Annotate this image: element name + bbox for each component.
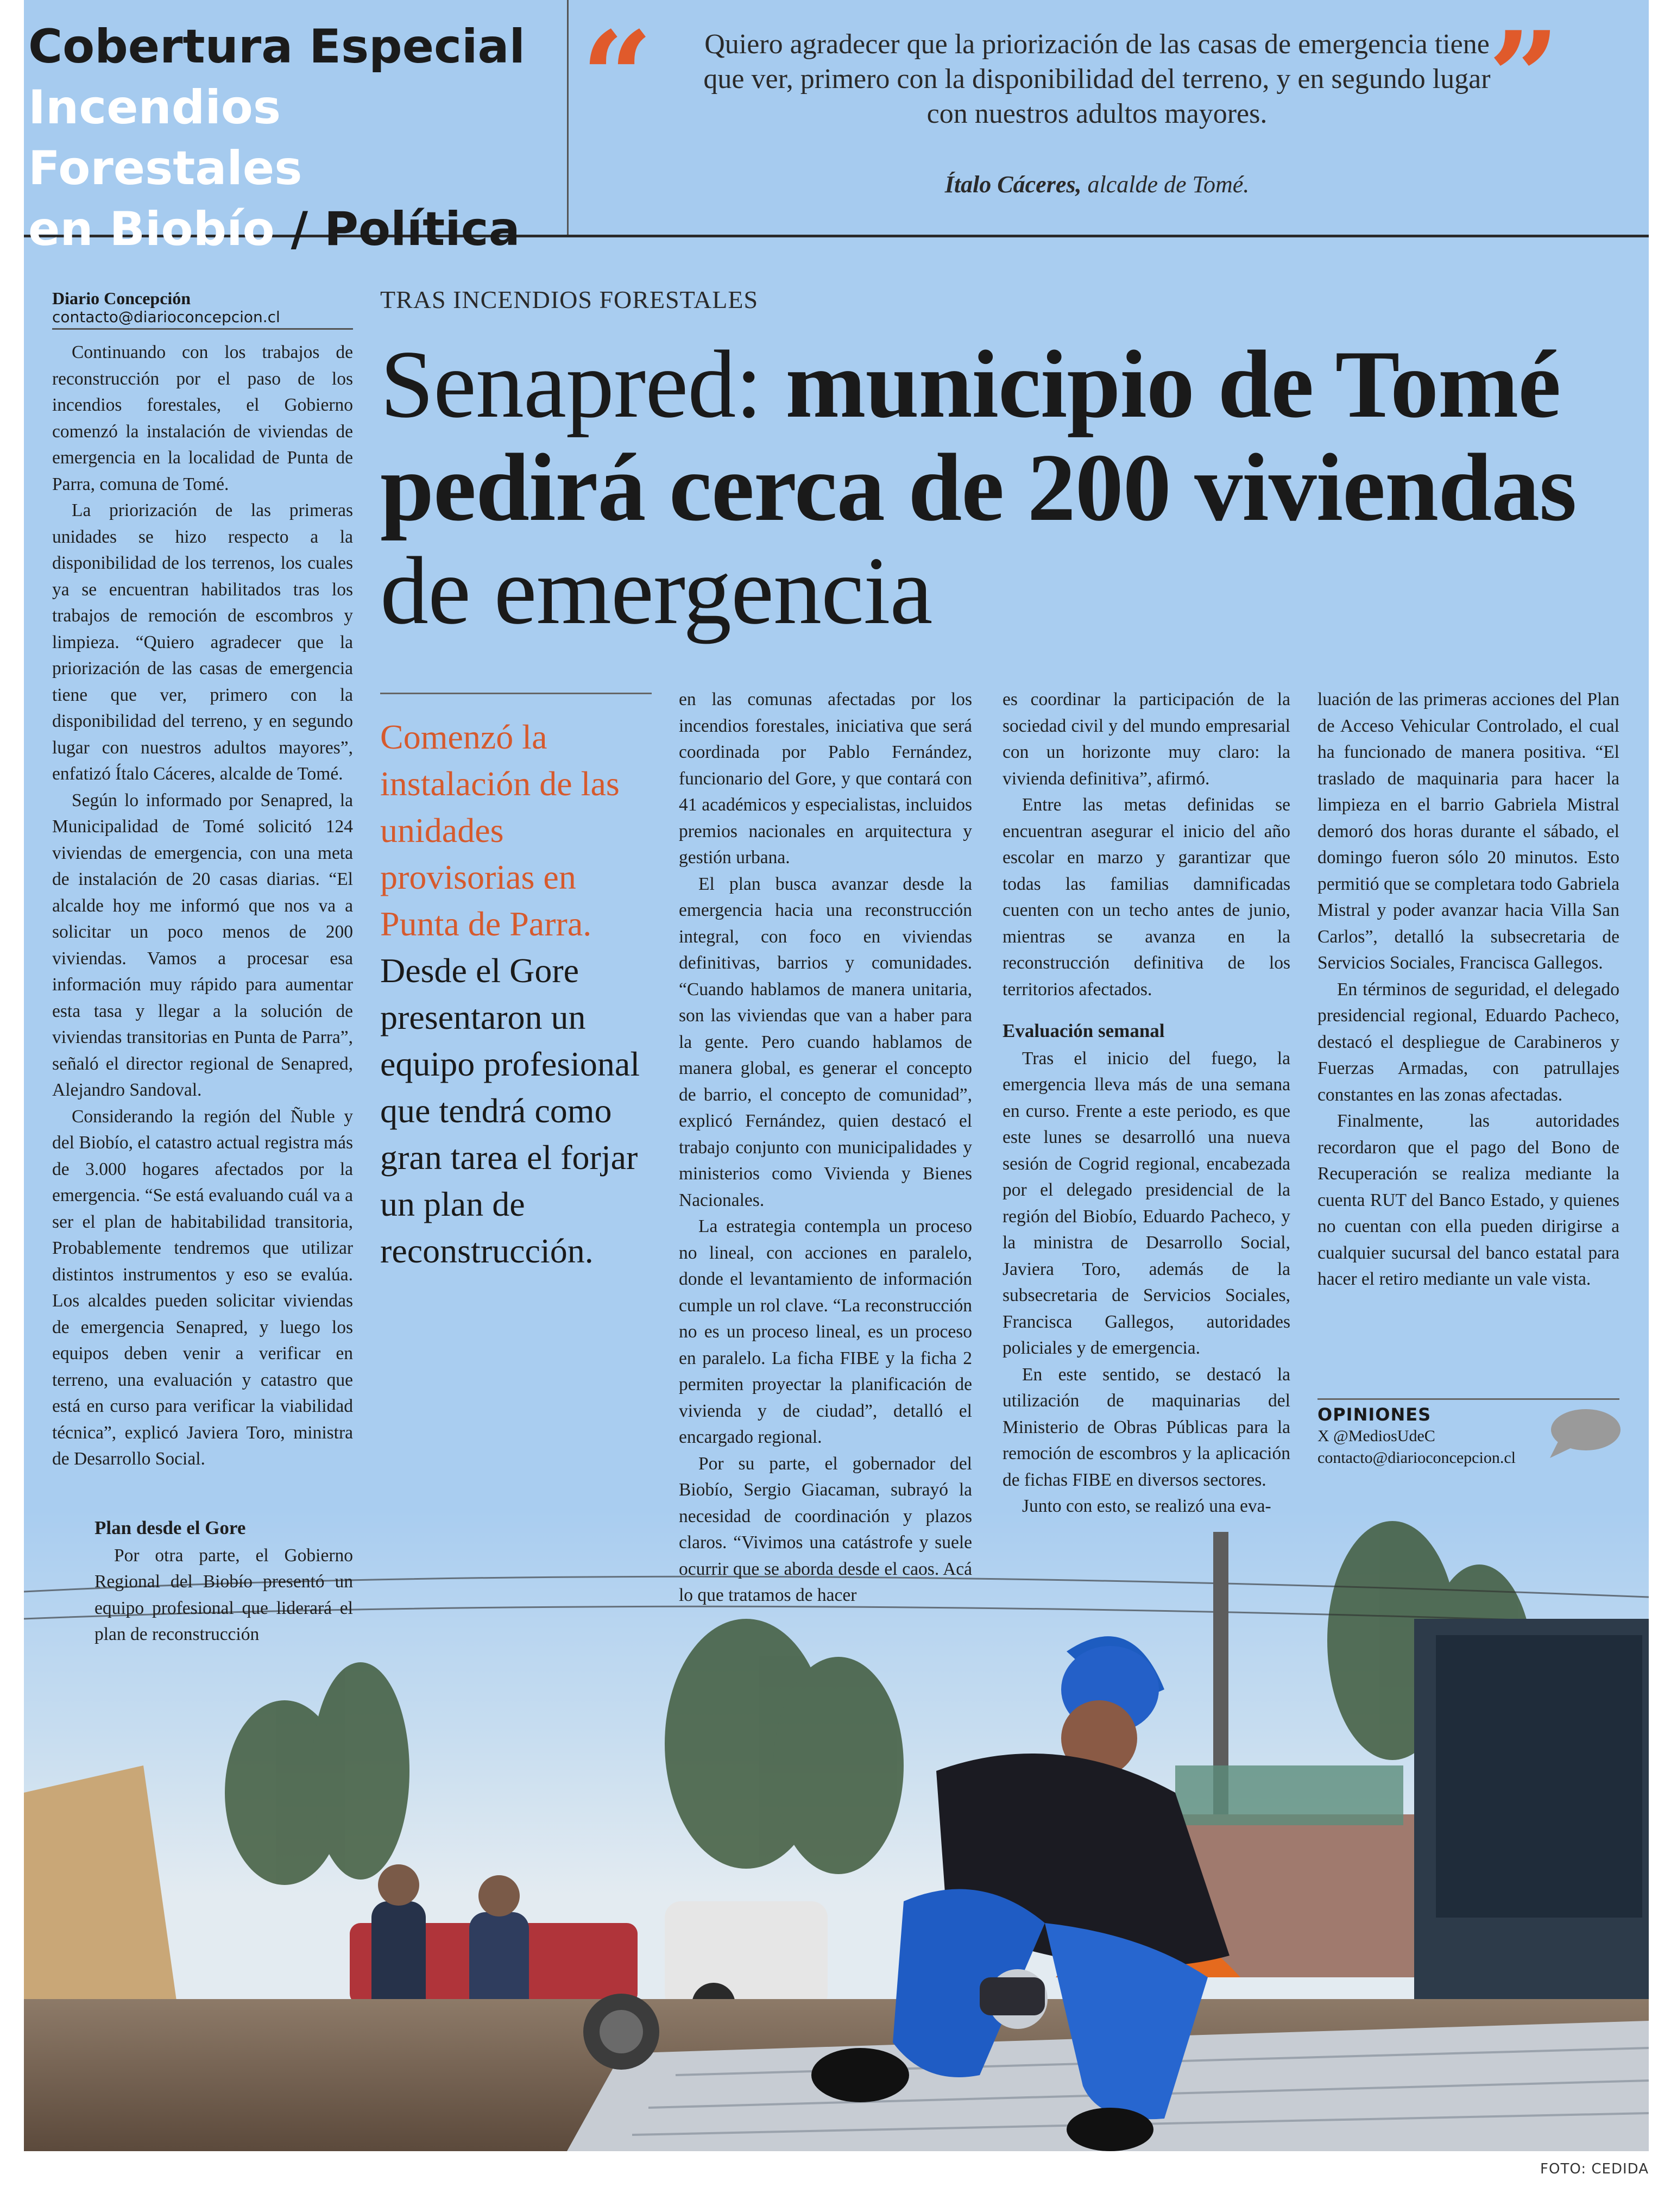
- quote-close-icon: ”: [1488, 4, 1560, 151]
- column-5: [1317, 687, 1619, 1293]
- paragraph: luación de las primeras acciones del Plan de Acceso Vehicular Controlado, el cual ha funcionado de manera positiva. “El traslado de maquinaria para hacer la limpieza en el barrio Gabriela Mistral demoró dos horas durante el sábado, el domingo fueron sólo 20 minutos. Esto permitió que se completara todo Gabriela Mistral y poder avanzar hacia Villa San Carlos”, detalló la subsecretaria de Servicios Sociales, Francisca Gallegos.: [1317, 689, 1619, 973]
- section-region: en Biobío: [28, 202, 275, 256]
- header-divider: [567, 0, 569, 235]
- pull-quote-text: Desde el Gore presentaron un equipo profesional que tendrá como gran tarea el forjar un plan de reconstrucción.: [380, 951, 640, 1270]
- attribution-name: Ítalo Cáceres,: [944, 171, 1082, 198]
- byline-email[interactable]: contacto@diarioconcepcion.cl: [52, 308, 280, 326]
- headline-part-b: municipio de Tomé pedirá cerca de 200 viviendas: [380, 330, 1577, 541]
- paragraph: Por su parte, el gobernador del Biobío, Sergio Giacaman, subrayó la necesidad de coordinación y plazos claros. “Vivimos una catástrofe y suele ocurrir que se aborda desde el caos. Acá lo que tratamos de hacer: [679, 1453, 972, 1605]
- paragraph: Tras el inicio del fuego, la emergencia lleva más de una semana en curso. Frente a este periodo, es que este lunes se desarrolló una nueva sesión de Cogrid regional, encabezada por el delegado presidencial de la región del Biobío, Eduardo Pacheco, y la ministra de Desarrollo Social, Javiera Toro, además de la subsecretaria de Servicios Sociales, Francisca Gallegos, autoridades policiales y de emergencia.: [1003, 1048, 1290, 1358]
- column-3: [679, 687, 972, 1609]
- paragraph: En términos de seguridad, el delegado presidencial regional, Eduardo Pacheco, destacó el despliegue de Carabineros y Fuerzas Armadas, con patrullajes constantes en las zonas afectadas.: [1317, 979, 1619, 1105]
- section-title: Cobertura Especial: [28, 20, 526, 74]
- paragraph: es coordinar la participación de la sociedad civil y del mundo empresarial con un horizonte muy claro: la vivienda definitiva”, afirmó.: [1003, 689, 1290, 789]
- photo-credit: FOTO: CEDIDA: [1540, 2161, 1649, 2177]
- opiniones-title: OPINIONES: [1317, 1404, 1432, 1425]
- subhead-plan-gore: Plan desde el Gore: [94, 1517, 246, 1538]
- opiniones-social[interactable]: X @MediosUdeC: [1317, 1427, 1435, 1445]
- section-tag: [28, 16, 533, 260]
- paragraph: Por otra parte, el Gobierno Regional del Biobío presentó un equipo profesional que liderará el plan de reconstrucción: [94, 1545, 353, 1644]
- opiniones-email[interactable]: contacto@diarioconcepcion.cl: [1317, 1449, 1516, 1467]
- paragraph: La priorización de las primeras unidades se hizo respecto a la disponibilidad de los terrenos, los cuales ya se encuentran habilitados tras los trabajos de remoción de escombros y limpieza. “Quiero agradecer que la priorización de las casas de emergencia tiene que ver, primero con la disponibilidad del terreno, y en segundo lugar con nuestros adultos mayores”, enfatizó Ítalo Cáceres, alcalde de Tomé.: [52, 500, 353, 784]
- headline-part-c: de emergencia: [380, 537, 932, 644]
- column-4: [1003, 687, 1290, 1520]
- column-1-continued: [94, 1515, 353, 1648]
- pull-quote-rule: [380, 693, 652, 694]
- paragraph: El plan busca avanzar desde la emergencia hacia una reconstrucción integral, con foco en viviendas definitivas, barrios y comunidades. “Cuando hablamos de manera unitaria, son las viviendas que van a haber para la gente. Pero cuando hablamos de manera global, es generar el concepto de barrio, el concepto de comunidad”, explicó Fernández, quien destacó el trabajo conjunto con municipalidades y ministerios como Vivienda y Bienes Nacionales.: [679, 874, 972, 1210]
- header-quote: Quiero agradecer que la priorización de las casas de emergencia tiene que ver, primero con la disponibilidad del terreno, y en segundo lugar con nuestros adultos mayores.: [703, 29, 1491, 129]
- paragraph: Según lo informado por Senapred, la Municipalidad de Tomé solicitó 124 viviendas de emergencia, con una meta de instalación de 20 casas diarias. “El alcalde hoy me informó que nos va a solicitar un poco menos de 200 viviendas. Vamos a procesar esa información muy rápido para aumentar esta tasa y llegar a la solución de viviendas transitorias en Punta de Parra”, señaló el director regional de Senapred, Alejandro Sandoval.: [52, 790, 353, 1100]
- opiniones-rule: [1317, 1398, 1619, 1400]
- subhead-evaluacion: Evaluación semanal: [1003, 1020, 1165, 1041]
- section-category: / Política: [274, 202, 520, 256]
- speech-bubble-icon: [1546, 1406, 1622, 1460]
- pull-quote: [380, 714, 652, 1274]
- column-1: [52, 340, 353, 1473]
- paragraph: Continuando con los trabajos de reconstrucción por el paso de los incendios forestales, el Gobierno comenzó la instalación de viviendas de emergencia en la localidad de Punta de Parra, comuna de Tomé.: [52, 342, 353, 494]
- kicker: TRAS INCENDIOS FORESTALES: [380, 286, 759, 313]
- paragraph: La estrategia contempla un proceso no lineal, con acciones en paralelo, donde el levantamiento de información cumple un rol clave. “La reconstrucción no es un proceso lineal, es un proceso en paralelo. La ficha FIBE y la ficha 2 permiten proyectar la planificación de vivienda y de ciudad”, detalló el encargado regional.: [679, 1216, 972, 1447]
- quote-open-icon: “: [581, 4, 653, 151]
- opiniones-box: [1317, 1404, 1546, 1469]
- paragraph: Junto con esto, se realizó una eva-: [1022, 1496, 1271, 1516]
- byline-author: Diario Concepción: [52, 288, 191, 308]
- paragraph: Finalmente, las autoridades recordaron que el pago del Bono de Recuperación se realiza mediante la cuenta RUT del Banco Estado, y quienes no cuentan con ella pueden dirigirse a cualquier sucursal del banco estatal para hacer el retiro mediante un vale vista.: [1317, 1111, 1619, 1289]
- paragraph: Considerando la región del Ñuble y del Biobío, el catastro actual registra más de 3.000 hogares afectados por la emergencia. “Se está evaluando cuál va a ser el plan de habitabilidad transitoria, Probablemente tendremos que utilizar distintos instrumentos y eso se evalúa. Los alcaldes pueden solicitar viviendas de emergencia Senapred, y luego los equipos deben venir a verificar en terreno, una evaluación y catastro que está en curso para verificar la viabilidad técnica”, explicó Javiera Toro, ministra de Desarrollo Social.: [52, 1106, 353, 1469]
- attribution-role: alcalde de Tomé.: [1081, 171, 1250, 198]
- paragraph: en las comunas afectadas por los incendios forestales, iniciativa que será coordinada por Pablo Fernández, funcionario del Gore, y que contará con 41 académicos y especialistas, incluidos premios nacionales en arquitectura y gestión urbana.: [679, 689, 972, 868]
- byline: [52, 288, 353, 330]
- headline: [380, 332, 1640, 642]
- header-attribution: [701, 169, 1493, 200]
- section-subtitle: Incendios Forestales: [28, 80, 302, 196]
- paragraph: Entre las metas definidas se encuentran asegurar el inicio del año escolar en marzo y garantizar que todas las familias damnificadas cuenten con un techo antes de junio, mientras se avanza en la reconstrucción definitiva de los territorios afectados.: [1003, 795, 1290, 1000]
- headline-part-a: Senapred:: [380, 330, 786, 438]
- paragraph: En este sentido, se destacó la utilización de maquinarias del Ministerio de Obras Públicas para la remoción de escombros y la aplicación de fichas FIBE en diversos sectores.: [1003, 1364, 1290, 1490]
- pull-quote-highlight: Comenzó la instalación de las unidades provisorias en Punta de Parra.: [380, 718, 620, 943]
